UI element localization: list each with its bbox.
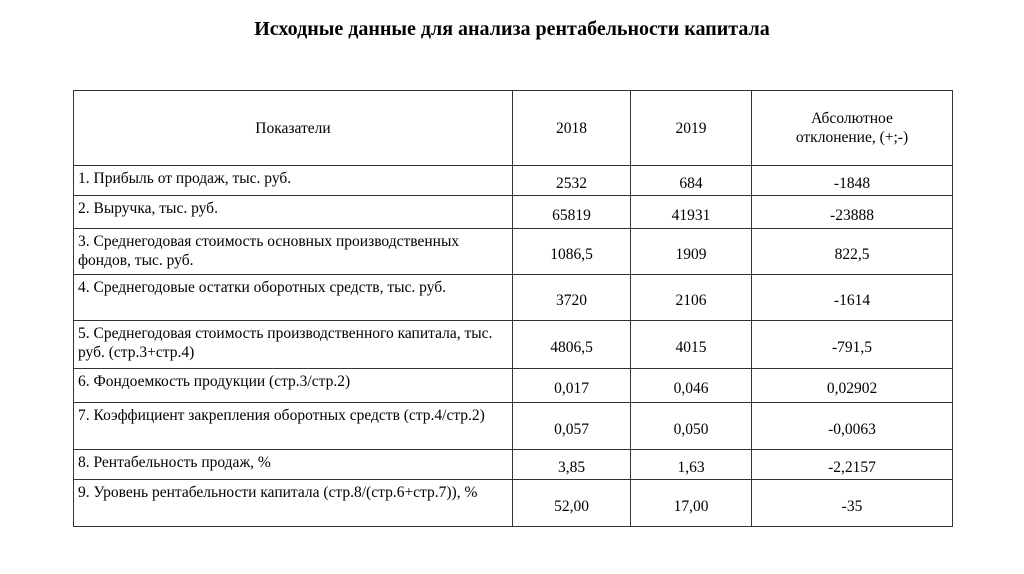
value-2019-cell: 0,046 (631, 369, 752, 403)
value-2018-cell: 65819 (513, 196, 631, 229)
value-2018-cell: 3,85 (513, 450, 631, 480)
value-2019-cell: 1,63 (631, 450, 752, 480)
table-row (74, 321, 953, 369)
table-row (74, 229, 953, 275)
value-2019-cell: 4015 (631, 321, 752, 369)
indicator-cell: 5. Среднегодовая стоимость производственного капитала, тыс. руб. (стр.3+стр.4) (74, 321, 513, 369)
data-table (73, 90, 953, 527)
indicator-cell: 4. Среднегодовые остатки оборотных средств, тыс. руб. (74, 275, 513, 321)
indicator-cell: 6. Фондоемкость продукции (стр.3/стр.2) (74, 369, 513, 403)
indicator-cell: 7. Коэффициент закрепления оборотных средств (стр.4/стр.2) (74, 403, 513, 450)
deviation-cell: -2,2157 (752, 450, 953, 480)
deviation-cell: -791,5 (752, 321, 953, 369)
indicator-cell: 1. Прибыль от продаж, тыс. руб. (74, 166, 513, 196)
deviation-cell: -23888 (752, 196, 953, 229)
header-2019: 2019 (631, 91, 752, 166)
deviation-cell: -35 (752, 480, 953, 527)
value-2019-cell: 41931 (631, 196, 752, 229)
value-2019-cell: 684 (631, 166, 752, 196)
value-2018-cell: 2532 (513, 166, 631, 196)
value-2018-cell: 3720 (513, 275, 631, 321)
indicator-cell: 9. Уровень рентабельности капитала (стр.8/(стр.6+стр.7)), % (74, 480, 513, 527)
table-row (74, 166, 953, 196)
table-row (74, 196, 953, 229)
value-2019-cell: 0,050 (631, 403, 752, 450)
value-2018-cell: 0,017 (513, 369, 631, 403)
value-2018-cell: 1086,5 (513, 229, 631, 275)
header-row (74, 91, 953, 166)
table-row (74, 480, 953, 527)
deviation-cell: -1614 (752, 275, 953, 321)
page-title: Исходные данные для анализа рентабельности капитала (254, 18, 770, 40)
deviation-cell: -0,0063 (752, 403, 953, 450)
table-row (74, 450, 953, 480)
indicator-cell: 3. Среднегодовая стоимость основных производственных фондов, тыс. руб. (74, 229, 513, 275)
header-2018: 2018 (513, 91, 631, 166)
indicator-cell: 2. Выручка, тыс. руб. (74, 196, 513, 229)
table-row (74, 403, 953, 450)
table-row (74, 369, 953, 403)
value-2018-cell: 4806,5 (513, 321, 631, 369)
deviation-cell: -1848 (752, 166, 953, 196)
value-2019-cell: 17,00 (631, 480, 752, 527)
indicator-cell: 8. Рентабельность продаж, % (74, 450, 513, 480)
value-2019-cell: 1909 (631, 229, 752, 275)
value-2018-cell: 0,057 (513, 403, 631, 450)
value-2019-cell: 2106 (631, 275, 752, 321)
value-2018-cell: 52,00 (513, 480, 631, 527)
table-row (74, 275, 953, 321)
header-deviation: Абсолютное отклонение, (+;-) (752, 91, 953, 166)
header-indicators: Показатели (74, 91, 513, 166)
deviation-cell: 822,5 (752, 229, 953, 275)
deviation-cell: 0,02902 (752, 369, 953, 403)
